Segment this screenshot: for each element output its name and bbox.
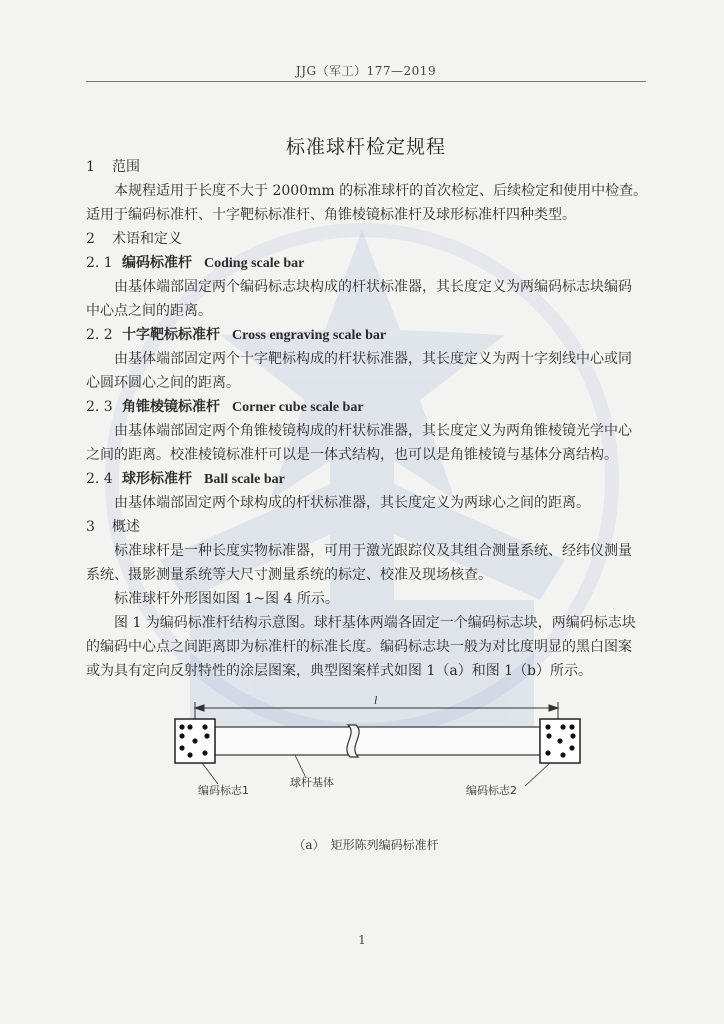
subsection-title: 球形标准杆 [122, 471, 192, 487]
paragraph-line: 标准球杆外形图如图 1~图 4 所示。 [114, 591, 339, 607]
section-number: 1 [86, 159, 95, 175]
coding-mark-2 [540, 719, 580, 763]
paragraph-line: 心圆环圆心之间的距离。 [86, 375, 240, 391]
label-bar-base: 球杆基体 [290, 776, 334, 789]
subsection-heading-2-3 [86, 397, 364, 418]
section-heading-3 [86, 517, 140, 537]
coding-scale-bar-figure [160, 686, 600, 806]
subsection-title: 十字靶标标准杆 [122, 327, 220, 343]
subsection-title: 编码标准杆 [122, 255, 192, 271]
subsection-english-title: Cross engraving scale bar [232, 328, 387, 343]
section-title: 范围 [112, 159, 140, 175]
paragraph-line: 图 1 为编码标准杆结构示意图。球杆基体两端各固定一个编码标志块，两编码标志块 [114, 615, 636, 631]
subsection-heading-2-4 [86, 469, 285, 490]
label-coding-mark-2: 编码标志2 [466, 784, 517, 797]
length-symbol: l [374, 693, 378, 707]
subsection-number: 2. 4 [86, 471, 113, 487]
section-heading-2 [86, 229, 182, 249]
leader-lines [202, 755, 550, 786]
paragraph-line: 由基体端部固定两个角锥棱镜构成的杆状标准器，其长度定义为两角锥棱镜光学中心 [114, 423, 632, 439]
header-divider [86, 81, 646, 82]
page-title: 标准球杆检定规程 [285, 136, 446, 158]
coding-mark-1 [175, 719, 215, 763]
section-title: 概述 [112, 519, 140, 535]
paragraph-line: 由基体端部固定两个编码标志块构成的杆状标准器，其长度定义为两编码标志块编码 [114, 279, 632, 295]
bar-base-body [215, 727, 540, 755]
paragraph-line: 本规程适用于长度不大于 2000mm 的标准球杆的首次检定、后续检定和使用中检查。 [114, 183, 648, 199]
paragraph-line: 由基体端部固定两个球构成的杆状标准器，其长度定义为两球心之间的距离。 [114, 495, 590, 511]
paragraph-line: 系统、摄影测量系统等大尺寸测量系统的标定、校准及现场核查。 [86, 567, 492, 583]
subsection-english-title: Corner cube scale bar [232, 400, 364, 415]
paragraph-line: 中心点之间的距离。 [86, 303, 212, 319]
subsection-number: 2. 1 [86, 255, 113, 271]
section-heading-1 [86, 157, 140, 177]
subsection-number: 2. 3 [86, 399, 113, 415]
paragraph-line: 标准球杆是一种长度实物标准器，可用于激光跟踪仪及其组合测量系统、经纬仪测量 [114, 543, 632, 559]
subsection-number: 2. 2 [86, 327, 113, 343]
paragraph-line: 的编码中心点之间距离即为标准杆的标准长度。编码标志块一般为对比度明显的黑白图案 [86, 639, 632, 655]
paragraph-line: 或为具有定向反射特性的涂层图案，典型图案样式如图 1（a）和图 1（b）所示。 [86, 663, 593, 679]
subsection-english-title: Ball scale bar [204, 472, 285, 487]
section-number: 2 [86, 231, 95, 247]
subsection-heading-2-1 [86, 253, 304, 274]
subsection-title: 角锥棱镜标准杆 [122, 399, 220, 415]
label-coding-mark-1: 编码标志1 [198, 784, 249, 797]
subsection-english-title: Coding scale bar [204, 256, 305, 271]
subsection-heading-2-2 [86, 325, 386, 346]
paragraph-line: 之间的距离。校准棱镜标准杆可以是一体式结构，也可以是角锥棱镜与基体分离结构。 [86, 447, 618, 463]
paragraph-line: 由基体端部固定两个十字靶标构成的杆状标准器，其长度定义为两十字刻线中心或同 [114, 351, 632, 367]
page-number: 1 [358, 933, 366, 947]
section-number: 3 [86, 519, 95, 535]
section-title: 术语和定义 [112, 231, 182, 247]
paragraph-line: 适用于编码标准杆、十字靶标标准杆、角锥棱镜标准杆及球形标准杆四种类型。 [86, 207, 576, 223]
figure-caption: （a） 矩形陈列编码标准杆 [293, 838, 439, 852]
document-code-header: JJG（军工）177—2019 [295, 64, 437, 78]
